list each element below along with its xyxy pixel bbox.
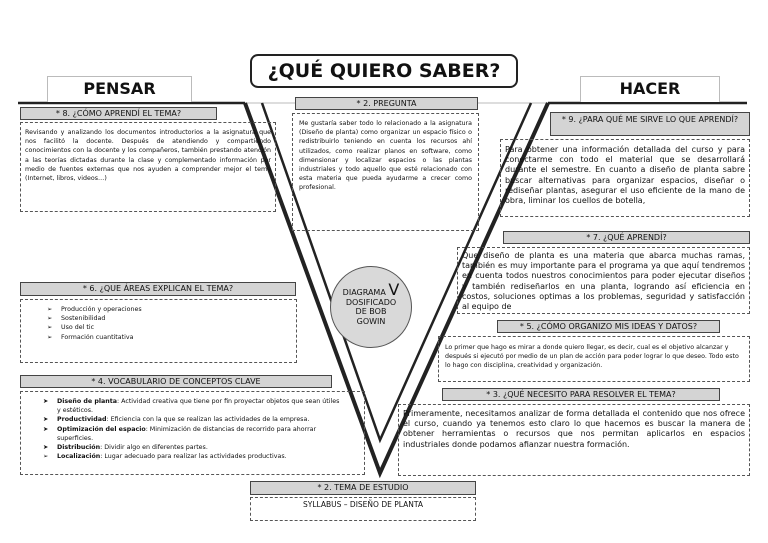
q6-list: [45, 305, 272, 342]
q2-text: Me gustaría saber todo lo relacionado a la asignatura (Diseño de planta) como organizar un espacio físico o redistribuirlo teniendo en cuenta los recursos ahí utilizados, como realizar planos en software, como dimensionar y localizar espacios o las plantas industriales y todo aquello que esté relacionado con esta materia que pueda ayudarme a crecer como profesional.: [299, 120, 472, 192]
list-item: ➤ Distribución: Dividir algo en diferentes partes.: [43, 444, 208, 452]
q5-text: Lo primer que hago es mirar a donde quiero llegar, es decir, cual es el objetivo alcanzar y después si ejecutó por medio de un plan de acción para poder lograr lo que deseo. Todo esto lo hago con disciplina, creatividad y organización.: [445, 344, 739, 370]
q4-list: [41, 397, 344, 461]
q3-text: Primeramente, necesitamos analizar de forma detallada el contenido que nos ofrece el curso, cuando ya tenemos esto claro lo que hacemos es buscar la manera de obtener herramientas o recursos que nos permitan aplicarlos en espacios industriales donde podamos afianzar nuestra formación.: [403, 409, 745, 449]
study-topic-header: * 2. TEMA DE ESTUDIO: [250, 481, 476, 495]
center-circle: [330, 266, 412, 348]
left-heading: PENSAR: [47, 76, 192, 102]
q3-text-box: [398, 404, 750, 476]
q9-header: * 9. ¿PARA QUÉ ME SIRVE LO QUE APRENDÍ?: [550, 112, 750, 136]
q5-header: * 5. ¿CÓMO ORGANIZO MIS IDEAS Y DATOS?: [497, 320, 720, 333]
q8-header: * 8. ¿CÓMO APRENDÍ EL TEMA?: [20, 107, 217, 120]
q8-text: Revisando y analizando los documentos introductorios a la asignatura que nos facilitó la docente. Después de atendiendo y compartiendo conocimientos con la docente y los compañeros, también prestando atención a las teorías dictadas durante la clase y complementado información por medio de fuentes externas que nos ayuden a comprender mejor el tema (Internet, libros, videos…): [25, 129, 271, 183]
q2-header: * 2. PREGUNTA: [295, 97, 478, 110]
center-line4: GOWIN: [356, 316, 386, 326]
list-item: ➤ Productividad: Eficiencia con la que se realizan las actividades de la empresa.: [43, 416, 310, 424]
page-title: ¿QUÉ QUIERO SABER?: [250, 54, 518, 88]
q7-header: * 7. ¿QUÉ APRENDÍ?: [503, 231, 750, 244]
list-item: ➤ Optimización del espacio: Minimización de distancias de recorrido para ahorrar superficies.: [43, 425, 317, 442]
q4-header: * 4. VOCABULARIO DE CONCEPTOS CLAVE: [20, 375, 332, 388]
right-heading: HACER: [580, 76, 720, 102]
center-line1: DIAGRAMA: [342, 288, 386, 297]
center-line2: DOSIFICADO: [345, 297, 397, 307]
q6-list-box: [20, 299, 297, 363]
list-item: ➤ Diseño de planta: Actividad creativa que tiene por fin proyectar objetos que sean útiles y estéticos.: [43, 398, 340, 415]
study-topic-box: [250, 497, 476, 521]
center-line3: DE BOB: [355, 307, 387, 316]
q9-text-box: [500, 139, 750, 217]
list-item: ➢ Formación cuantitativa: [47, 333, 134, 341]
q3-header: * 3. ¿QUÉ NECESITO PARA RESOLVER EL TEMA?: [442, 388, 720, 401]
list-item: ➢ Uso del tic: [47, 324, 95, 332]
q5-text-box: [438, 336, 750, 382]
q7-text: Que diseño de planta es una materia que abarca muchas ramas, también es muy importante para el programa ya que aquí tendremos en cuenta todos nuestros conocimientos para poder ejecutar diseños y también rediseñarlos en una planta, logrando así eficiencia en costos, soluciones optimas a los problemas, seguridad y satisfacción al equipo de: [462, 251, 745, 312]
q4-list-box: [20, 391, 365, 475]
center-v: V: [388, 280, 400, 299]
list-item: ➢ Localización: Lugar adecuado para realizar las actividades productivas.: [43, 453, 287, 461]
q6-header: * 6. ¿QUE ÁREAS EXPLICAN EL TEMA?: [20, 282, 296, 296]
q2-text-box: [292, 113, 479, 231]
study-topic-text: SYLLABUS – DISEÑO DE PLANTA: [303, 500, 423, 509]
q9-text: Para obtener una información detallada del curso y para conectarme con todo el material que se desarrollará durante el semestre. En cuanto a diseño de planta sabre buscar alternativas para organizar espacios, diseñar o rediseñar plantas, asegurar el uso eficiente de la mano de obra, liminar los cuellos de botella,: [505, 145, 745, 206]
q8-text-box: [20, 122, 276, 212]
q7-text-box: [457, 247, 750, 314]
list-item: ➢ Sostenibilidad: [47, 315, 106, 323]
list-item: ➢ Producción y operaciones: [47, 306, 142, 313]
